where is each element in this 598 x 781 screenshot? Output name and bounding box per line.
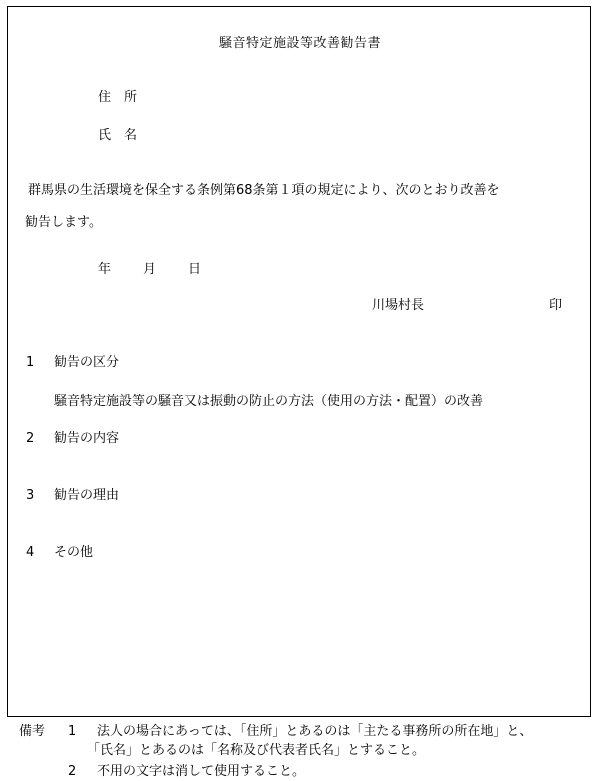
note-1-number: 1 xyxy=(68,724,77,739)
section-1-content: 騒音特定施設等の騒音又は振動の防止の方法（使用の方法・配置）の改善 xyxy=(54,394,484,409)
date-day: 日 xyxy=(188,262,202,277)
address-label: 住 所 xyxy=(98,90,138,105)
section-4-heading: その他 xyxy=(54,545,94,560)
document-title: 騒音特定施設等改善勧告書 xyxy=(218,36,381,51)
document-frame xyxy=(7,6,591,717)
body-line-2: 勧告します。 xyxy=(25,215,102,230)
section-1-heading: 勧告の区分 xyxy=(54,355,120,370)
note-2-number: 2 xyxy=(68,764,77,779)
section-2-number: 2 xyxy=(26,431,35,446)
note-2-line-1: 不用の文字は消して使用すること。 xyxy=(97,764,306,779)
issuer-name: 川場村長 xyxy=(372,298,425,313)
notes-label: 備考 xyxy=(19,724,46,739)
body-line-1: 群馬県の生活環境を保全する条例第68条第１項の規定により、次のとおり改善を xyxy=(28,183,500,198)
note-1-line-2: 「氏名」とあるのは「名称及び代表者氏名」とすること。 xyxy=(87,743,426,758)
name-label: 氏 名 xyxy=(98,128,138,143)
section-2-heading: 勧告の内容 xyxy=(54,431,120,446)
section-3-number: 3 xyxy=(26,488,35,503)
section-1-number: 1 xyxy=(26,355,35,370)
section-3-heading: 勧告の理由 xyxy=(54,488,120,503)
section-4-number: 4 xyxy=(26,545,35,560)
seal-mark: 印 xyxy=(549,298,563,313)
note-1-line-1: 法人の場合にあっては、「住所」とあるのは「主たる事務所の所在地」と、 xyxy=(97,724,533,739)
date-month: 月 xyxy=(143,262,157,277)
date-year: 年 xyxy=(98,262,112,277)
